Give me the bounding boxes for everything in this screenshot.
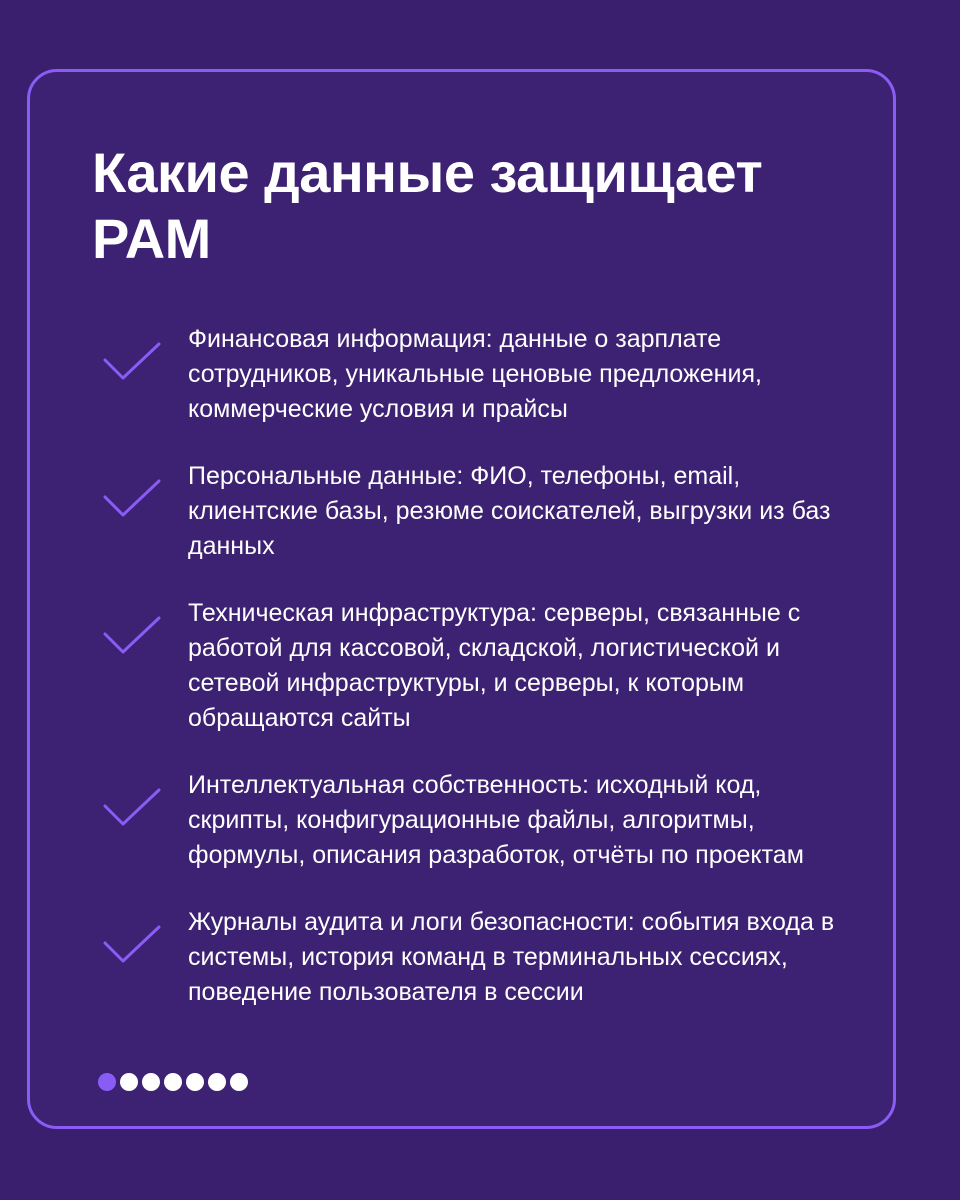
check-icon [102, 923, 162, 965]
check-icon [102, 340, 162, 382]
pagination-dot-active[interactable] [98, 1073, 116, 1091]
list-item-text: Техническая инфраструктура: серверы, связанные с работой для кассовой, складской, логистической и сетевой инфраструктуры, и серверы, к которым обращаются сайты [188, 599, 801, 732]
pagination-dot[interactable] [142, 1073, 160, 1091]
pagination-dot[interactable] [186, 1073, 204, 1091]
page-title: Какие данные защищает PAM [92, 141, 763, 270]
list-item [30, 905, 893, 1010]
data-types-list [30, 322, 893, 1042]
list-item-text: Интеллектуальная собственность: исходный код, скрипты, конфигурационные файлы, алгоритмы, формулы, описания разработок, отчёты по проектам [188, 771, 804, 869]
pagination-dot[interactable] [230, 1073, 248, 1091]
check-icon [102, 614, 162, 656]
list-item [30, 768, 893, 873]
list-item [30, 596, 893, 736]
pagination-dots [98, 1073, 248, 1091]
check-icon [102, 477, 162, 519]
check-icon [102, 786, 162, 828]
list-item [30, 322, 893, 427]
list-item-text: Персональные данные: ФИО, телефоны, email, клиентские базы, резюме соискателей, выгрузки из баз данных [188, 462, 831, 560]
pagination-dot[interactable] [208, 1073, 226, 1091]
pagination-dot[interactable] [164, 1073, 182, 1091]
list-item [30, 459, 893, 564]
list-item-text: Журналы аудита и логи безопасности: события входа в системы, история команд в терминальных сессиях, поведение пользователя в сессии [188, 908, 835, 1006]
list-item-text: Финансовая информация: данные о зарплате сотрудников, уникальные ценовые предложения, коммерческие условия и прайсы [188, 325, 762, 423]
pagination-dot[interactable] [120, 1073, 138, 1091]
content-card [27, 69, 896, 1129]
